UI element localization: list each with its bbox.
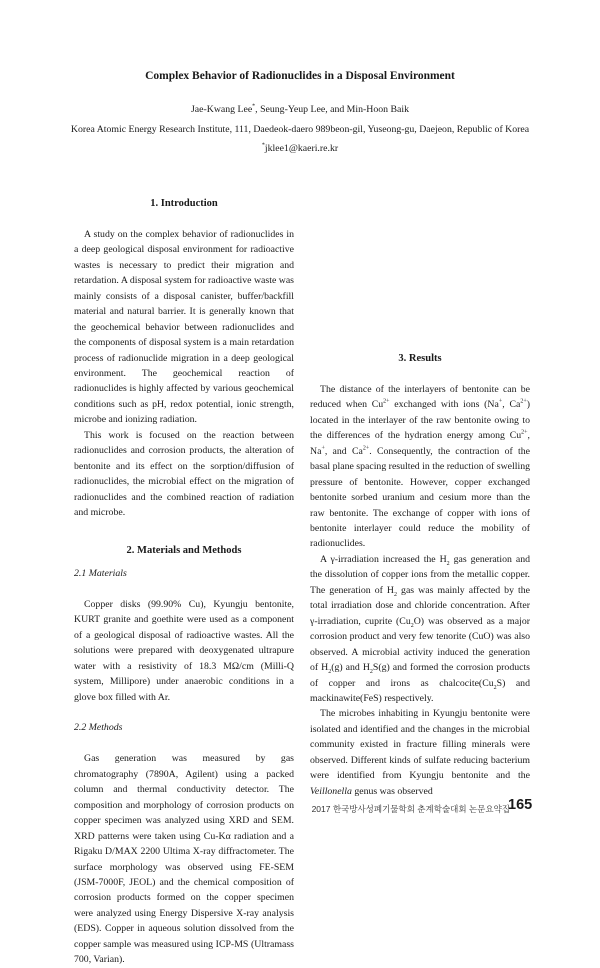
author-name: Jae-Kwang Lee (190, 104, 253, 115)
paper-title: Complex Behavior of Radionuclides in a Disposal Environment (145, 70, 455, 82)
subscript: 2 (394, 591, 397, 598)
text-run: gas was mainly affected by the total irradiation dose and chloride concentration. After γ-irradiation, cuprite (Cu (310, 584, 530, 627)
superscript: 2+ (521, 429, 528, 436)
intro-paragraph-1: A study on the complex behavior of radionuclides in a deep geological disposal environment for radioactive wastes is necessary to predict their migration and retardation. A disposal system for radioactive waste was mainly consists of a disposal canister, buffer/backfill material and natural barrier. It is generally known that the geochemical behavior between radionuclides and the components of disposal system is a main retardation process of radionuclide migration in a deep geological environment. The geochemical reaction of radionuclides is highly affected by various geochemical conditions such as pH, redox potential, ionic strength, microbe and ionizing radiation. (74, 228, 294, 426)
footer-journal-title: 2017 한국방사성폐기물학회 춘계학술대회 논문요약집 (311, 804, 510, 814)
corresponding-mark: * (252, 103, 256, 110)
intro-paragraph-2: This work is focused on the reaction between radionuclides and corrosion products, the alteration of bentonite and its effect on the sorption/diffusion of radionuclides, the microbial effect on the migration of radionuclides and the combined reaction of radiation and microbe. (74, 429, 294, 519)
superscript: 2+ (520, 399, 527, 406)
email-address: jklee1@kaeri.re.kr (264, 143, 339, 154)
right-column (310, 196, 530, 799)
superscript: + (498, 399, 503, 406)
text-run: , Ca (502, 399, 521, 411)
text-run: , Na (310, 430, 530, 457)
subscript: 2 (328, 669, 332, 675)
results-paragraph-3 (310, 706, 530, 799)
text-run: O) was observed as a major corrosion product and very few tenorite (CuO) was also observed. A microbial activity induced the generation of H (310, 615, 531, 674)
affiliation: Korea Atomic Energy Research Institute, 111, Daedeok-daero 989beon-gil, Yuseong-gu, Daejeon, Republic of Korea (70, 124, 530, 135)
subsection-heading-materials: 2.1 Materials (74, 567, 127, 579)
left-column (74, 196, 294, 968)
subsection-heading-methods: 2.2 Methods (74, 722, 123, 734)
section-heading-methods: 2. Materials and Methods (126, 544, 242, 556)
superscript: + (321, 445, 325, 452)
superscript: 2+ (362, 445, 370, 452)
subscript: 2 (493, 684, 497, 691)
subscript: 2 (446, 560, 450, 567)
text-run: , and Ca (324, 445, 363, 457)
section-heading-results: 3. Results (398, 353, 442, 364)
text-run: genus was observed (351, 785, 433, 797)
text-run: . Consequently, the contraction of the basal plane spacing resulted in the reduction of swelling pressure of bentonite. However, copper exchanged bentonite sorbed uranium and cesium more than the raw bentonite. The exchange of copper with ions of bentonite interlayer could reduce the mobility of radionuclides. (310, 445, 530, 550)
results-paragraph-1 (310, 382, 530, 552)
text-run: A γ-irradiation increased the H (320, 553, 447, 565)
materials-paragraph: Copper disks (99.90% Cu), Kyungju bentonite, KURT granite and goethite were used as a component of a geological disposal of radioactive wastes. All the solutions were prepared with deoxygenated ultrapure water with a resistivity of 18.3 MΩ/cm (Milli-Q system, Millipore) under anaerobic conditions in a glove box filled with Ar. (74, 598, 294, 703)
methods-paragraph: Gas generation was measured by gas chromatography (7890A, Agilent) using a packed column and thermal conductivity detector. The composition and morphology of corrosion products on copper specimen was analyzed using XRD and SEM. XRD patterns were taken using Cu-Kα radiation and a Rigaku D/MAX 2200 Ultima X-ray diffractometer. The surface morphology was observed using FE-SEM (JSM-7000F, JEOL) and the chemical composition of corrosion products formed on the copper specimen were analyzed using Energy Dispersive X-ray analysis (EDS). Copper in aqueous solution dissolved from the copper sample was measured using ICP-MS (Ultramass 700, Varian). (74, 753, 294, 966)
author-list (0, 104, 600, 115)
contact-email (0, 143, 600, 154)
results-paragraph-2 (310, 552, 530, 707)
page-number: 165 (508, 797, 533, 813)
subscript: 2 (369, 669, 373, 675)
superscript: 2+ (383, 399, 390, 406)
text-run: ) located in the interlayer of the raw bentonite owing to the differences of the hydration energy among Cu (310, 399, 531, 442)
section-heading-introduction: 1. Introduction (150, 198, 218, 209)
text-run: S) and mackinawite(FeS) respectively. (310, 677, 530, 704)
subscript: 2 (410, 622, 414, 629)
text-run: gas generation and the dissolution of copper ions from the metallic copper. The generation of H (310, 553, 530, 596)
email-mark: * (261, 142, 265, 149)
text-run: exchanged with ions (Na (389, 399, 499, 411)
author-names-rest: , Seung-Yeup Lee, and Min-Hoon Baik (255, 104, 410, 115)
text-run: The distance of the interlayers of bentonite can be reduced when Cu (310, 383, 530, 411)
text-run: (g) and H (331, 662, 370, 674)
text-run: The microbes inhabiting in Kyungju bentonite were isolated and identified and the changes in the microbial community existed in fracture filling minerals were observed. Different kinds of sulfate reducing bacterium were identified from Kyungju bentonite and the (310, 708, 530, 782)
text-run: S(g) and formed the corrosion products of copper and irons as chalcocite(Cu (310, 662, 530, 689)
genus-name: Veillonella (310, 785, 352, 797)
